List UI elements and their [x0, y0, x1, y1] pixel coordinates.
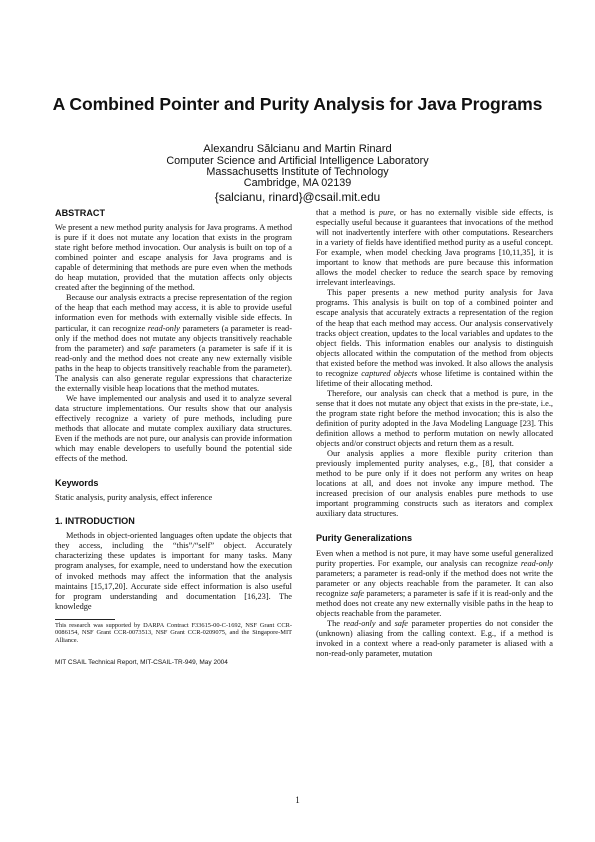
page-number: 1 [295, 795, 300, 805]
emphasis-captured-objects: captured objects [361, 368, 418, 378]
introduction-paragraph-1: Methods in object-oriented languages often update the objects that they access, including the “this”/“self” object. Accurately characterizing these updates is important for many tasks. Many program analyses, for example, need to understand how the execution of invoked methods may affect the information that the analysis maintains [15,17,20]. Accurate side effect information is also useful for program understanding and documentation [16,23]. The knowledge [55, 531, 292, 611]
paper-title: A Combined Pointer and Purity Analysis for Java Programs [52, 94, 543, 114]
right-column [316, 208, 553, 659]
text-span: parameters; a parameter is safe if it is read-only and the method does not create any new externally visible paths in the heap to objects reachable from the parameter. [316, 588, 554, 618]
text-span: whose lifetime is contained within the lifetime of their allocating method. [316, 368, 553, 388]
text-span: , or has no externally visible side effects, is especially useful because it guarantees that invocations of the method will not inadvertently interfere with other computations. Researchers in a variety of fields have identified method purity as a useful concept. For example, when model checking Java programs [10,11,35], it is important to know that methods are pure because this information allows the model checker to reduce the search space by removing irrelevant interleavings. [316, 208, 553, 288]
introduction-heading: 1. INTRODUCTION [55, 516, 135, 527]
abstract-heading: ABSTRACT [55, 208, 106, 218]
emphasis-read-only: read-only [520, 558, 553, 568]
affiliation-institute: Massachusetts Institute of Technology [206, 166, 389, 178]
text-span: and [375, 618, 395, 628]
footnote-funding: This research was supported by DARPA Contract F33615-00-C-1692, NSF Grant CCR-0086154, NSF Grant CCR-0073513, NSF Grant CCR-0209075, and the Singapore-MIT Alliance. [55, 621, 292, 645]
abstract-paragraph-1: We present a new method purity analysis for Java programs. A method is pure if it does not mutate any location that exists in the program state right before method invocation. Our analysis is built on top of a combined pointer and escape analysis for Java programs and is capable of determining that methods are pure even when the methods do heap mutation, provided that the mutation affects only objects created after the beginning of the method. [55, 223, 292, 293]
intro-paragraph-continued [316, 208, 553, 288]
text-span: The [327, 618, 344, 628]
purity-generalizations-heading: Purity Generalizations [316, 533, 413, 544]
abstract-paragraph-2 [55, 293, 292, 393]
author-email: {salcianu, rinard}@csail.mit.edu [214, 190, 381, 204]
intro-paragraph-3: Therefore, our analysis can check that a method is pure, in the sense that it does not mutate any object that exists in the pre-state, i.e., the program state right before the method invocation; this is also the definition of purity adopted in the Java Modeling Language [23]. This definition allows a method to perform mutation on newly allocated objects and/or construct objects and return them as a result. [316, 388, 553, 449]
emphasis-safe: safe [142, 343, 156, 353]
emphasis-pure: pure [378, 208, 394, 217]
abstract-paragraph-3: We have implemented our analysis and used it to analyze several data structure implementations. Our results show that our analysis effectively recognize a variety of pure methods, including pure methods that allocate and mutate complex auxiliary data structures. Even if the methods are not pure, our analysis can provide information which may enable developers to usefully bound the potential side effects of the method. [55, 393, 292, 464]
author-names: Alexandru Sălcianu and Martin Rinard [203, 143, 392, 155]
purity-paragraph-2 [316, 619, 553, 659]
footnote-rule [55, 619, 115, 620]
affiliation-city: Cambridge, MA 02139 [243, 177, 352, 189]
technical-report-line: MIT CSAIL Technical Report, MIT-CSAIL-TR-949, May 2004 [55, 658, 228, 666]
keywords-text: Static analysis, purity analysis, effect inference [55, 493, 213, 503]
text-span: that a method is [316, 208, 379, 217]
intro-paragraph-4: Our analysis applies a more flexible purity criterion than previously implemented purity analyses, e.g., [8], that consider a method to be pure only if it does not perform any writes on heap locations at all, and does not invoke any impure method. The increased precision of our analysis enables pure methods to use important programming constructs such as iterators and complex auxiliary data structures. [316, 449, 553, 519]
author-block [40, 144, 555, 203]
text-span: Because our analysis extracts a precise representation of the region of the heap that each method may access, it is able to provide useful information even for methods with externally visible side effects. In particular, it can recognize [55, 293, 292, 333]
text-span: parameters (a parameter is safe if it is read-only and the method does not create any new externally visible paths in the heap to objects transitively reachable from the parameter). The analysis can also generate regular expressions that characterize the externally visible heap locations that the method mutates. [55, 343, 292, 393]
text-span: parameters; a parameter is read-only if the method does not write the parameter or any objects reachable from the parameter. It can also recognize [316, 568, 553, 598]
text-span: This paper presents a new method purity analysis for Java programs. This analysis is built on top of a combined pointer and escape analysis that accurately extracts a representation of the region of the heap that each method may access. Our analysis conservatively tracks object creation, updates to the local variables and updates to the object fields. This information enables our analysis to distinguish objects allocated within the computation of the method from objects that existed before the method was invoked. It also allows the analysis to recognize [316, 288, 553, 378]
intro-paragraph-2 [316, 288, 553, 388]
text-span: parameters (a parameter is read-only if the method does not mutate any objects transitively reachable from the parameter) and [55, 323, 293, 353]
keywords-heading: Keywords [55, 478, 99, 489]
text-span: parameter properties do not consider the (unknown) aliasing from the calling context. E.g., if a method is invoked in a context where a read-only parameter is aliased with a non-read-only parameter, mutation [316, 618, 553, 658]
purity-paragraph-1 [316, 549, 553, 619]
emphasis-safe: safe [350, 588, 365, 598]
text-span: Even when a method is not pure, it may have some useful generalized purity properties. For example, our analysis can recognize [316, 548, 553, 568]
emphasis-read-only: read-only [343, 618, 376, 628]
left-column [55, 208, 292, 668]
emphasis-read-only: read-only [147, 323, 180, 333]
emphasis-safe: safe [394, 618, 409, 628]
affiliation-lab: Computer Science and Artificial Intelligence Laboratory [166, 155, 429, 167]
